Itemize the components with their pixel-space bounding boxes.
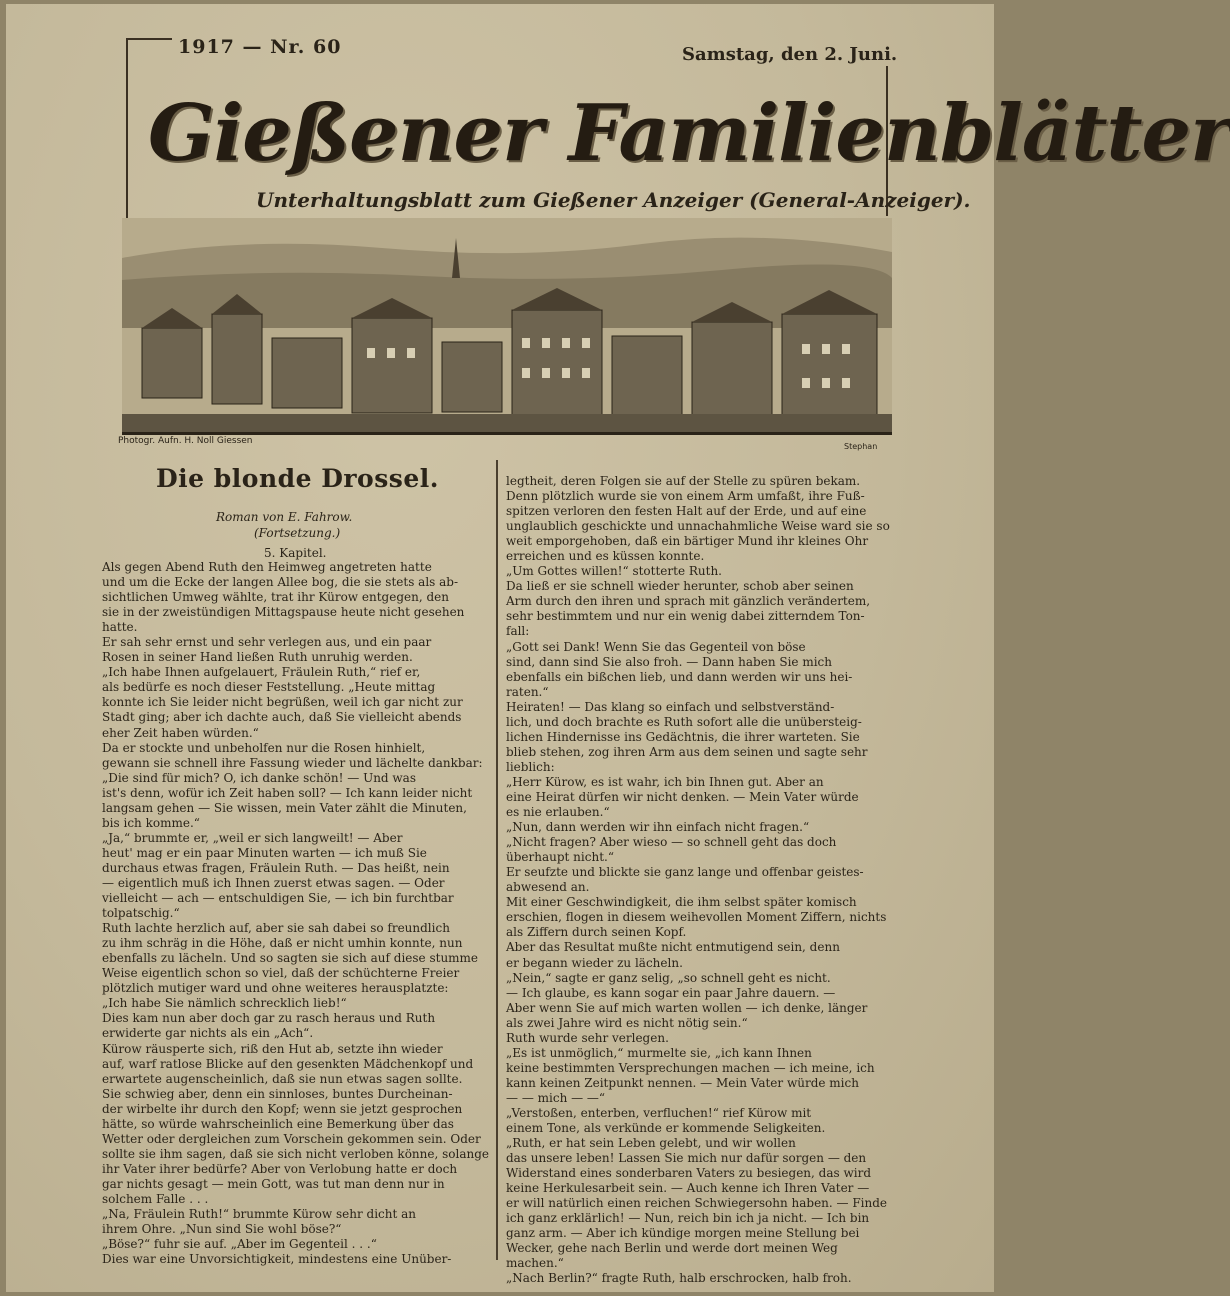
- text-line: Stadt ging; aber ich dachte auch, daß Sie vielleicht abends: [102, 710, 462, 725]
- text-line: kann keinen Zeitpunkt nennen. — Mein Vater würde mich: [506, 1075, 859, 1090]
- text-line: und um die Ecke der langen Allee bog, die sie stets als ab-: [102, 575, 459, 590]
- text-line: lieblich:: [506, 759, 555, 774]
- text-line: plötzlich mutiger ward und ohne weiteres herausplatzte:: [102, 981, 449, 996]
- text-line: Denn plötzlich wurde sie von einem Arm umfaßt, ihre Fuß-: [506, 489, 865, 504]
- text-line: Wetter oder dergleichen zum Vorschein gekommen sein. Oder: [102, 1131, 481, 1146]
- illustration-credit: Photogr. Aufn. H. Noll Giessen: [118, 436, 253, 446]
- text-line: „Verstoßen, enterben, verfluchen!“ rief Kürow mit: [506, 1105, 812, 1120]
- text-line: solchem Falle . . .: [102, 1191, 209, 1206]
- column-divider: [496, 460, 498, 1260]
- text-line: Dies kam nun aber doch gar zu rasch heraus und Ruth: [102, 1011, 436, 1026]
- text-line: auf, warf ratlose Blicke auf den gesenkten Mädchenkopf und: [102, 1056, 474, 1071]
- text-line: lich, und doch brachte es Ruth sofort alle die unübersteig-: [506, 714, 862, 729]
- text-line: keine bestimmten Versprechungen machen — ich meine, ich: [506, 1060, 875, 1075]
- text-line: „Nein,“ sagte er ganz selig, „so schnell geht es nicht.: [506, 970, 831, 985]
- text-line: ihr Vater ihrer bedürfe? Aber von Verlobung hatte er doch: [102, 1161, 458, 1176]
- text-line: „Es ist unmöglich,“ murmelte sie, „ich kann Ihnen: [506, 1045, 812, 1060]
- text-line: als zwei Jahre wird es nicht nötig sein.“: [506, 1015, 748, 1030]
- text-line: Widerstand eines sonderbaren Vaters zu besiegen, das wird: [506, 1166, 872, 1181]
- text-line: hätte, so würde wahrscheinlich eine Bemerkung über das: [102, 1116, 454, 1131]
- text-line: erschien, flogen in diesem weihevollen Moment Ziffern, nichts: [506, 910, 887, 925]
- masthead-subtitle: Unterhaltungsblatt zum Gießener Anzeiger (General-Anzeiger).: [256, 188, 971, 212]
- text-line: sichtlichen Umweg wählte, trat ihr Kürow entgegen, den: [102, 590, 449, 605]
- text-line: Aber das Resultat mußte nicht entmutigend sein, denn: [506, 940, 840, 955]
- text-line: Heiraten! — Das klang so einfach und selbstverständ-: [506, 699, 835, 714]
- text-line: eher Zeit haben würden.“: [102, 725, 259, 740]
- text-line: ist's denn, wofür ich Zeit haben soll? — Ich kann leider nicht: [102, 785, 473, 800]
- text-line: vielleicht — ach — entschuldigen Sie, — ich bin furchtbar: [102, 891, 454, 906]
- text-line: Ruth wurde sehr verlegen.: [506, 1030, 669, 1045]
- text-line: Ruth lachte herzlich auf, aber sie sah dabei so freundlich: [102, 921, 450, 936]
- text-line: „Herr Kürow, es ist wahr, ich bin Ihnen gut. Aber an: [506, 774, 824, 789]
- text-line: machen.“: [506, 1256, 564, 1271]
- text-line: Als gegen Abend Ruth den Heimweg angetreten hatte: [102, 560, 432, 574]
- text-line: Da ließ er sie schnell wieder herunter, schob aber seinen: [506, 579, 854, 594]
- illustration-signature: Stephan: [844, 442, 878, 451]
- text-line: blieb stehen, zog ihren Arm aus dem seinen und sagte sehr: [506, 744, 868, 759]
- text-line: „Ich habe Sie nämlich schrecklich lieb!“: [102, 996, 347, 1011]
- text-line: Wecker, gehe nach Berlin und werde dort meinen Weg: [506, 1241, 838, 1256]
- text-line: konnte ich Sie leider nicht begrüßen, weil ich gar nicht zur: [102, 695, 463, 710]
- text-line: — — mich — —“: [506, 1090, 606, 1105]
- text-line: lichen Hindernisse ins Gedächtnis, die ihrer warteten. Sie: [506, 729, 860, 744]
- city-panorama-illustration: [122, 218, 892, 435]
- text-line: Kürow räusperte sich, riß den Hut ab, setzte ihn wieder: [102, 1041, 443, 1056]
- text-line: einem Tone, als verkünde er kommende Seligkeiten.: [506, 1121, 826, 1136]
- text-line: erwiderte gar nichts als ein „Ach“.: [102, 1026, 314, 1041]
- text-line: abwesend an.: [506, 880, 590, 895]
- text-line: ihrem Ohre. „Nun sind Sie wohl böse?“: [102, 1222, 342, 1237]
- text-line: sind, dann sind Sie also froh. — Dann haben Sie mich: [506, 654, 832, 669]
- right-column-text: [506, 474, 890, 1287]
- text-line: unglaublich geschickte und unnachahmliche Weise ward sie so: [506, 519, 890, 534]
- chapter-heading: 5. Kapitel.: [264, 546, 327, 560]
- text-line: fall:: [506, 624, 530, 639]
- text-line: erwartete augenscheinlich, daß sie nun etwas sagen sollte.: [102, 1071, 463, 1086]
- article-continuation: (Fortsetzung.): [254, 526, 341, 540]
- text-line: sie in der zweistündigen Mittagspause heute nicht gesehen: [102, 605, 465, 620]
- text-line: erreichen und es küssen konnte.: [506, 549, 705, 564]
- text-line: Aber wenn Sie auf mich warten wollen — ich denke, länger: [506, 1000, 868, 1015]
- text-line: Rosen in seiner Hand ließen Ruth unruhig werden.: [102, 650, 413, 665]
- issue-date: Samstag, den 2. Juni.: [682, 44, 898, 65]
- text-line: Er seufzte und blickte sie ganz lange und offenbar geistes-: [506, 865, 864, 880]
- text-line: „Um Gottes willen!“ stotterte Ruth.: [506, 564, 722, 579]
- text-line: tolpatschig.“: [102, 906, 180, 921]
- text-line: er will natürlich einen reichen Schwiegersohn haben. — Finde: [506, 1196, 888, 1211]
- text-line: das unsere leben! Lassen Sie mich nur dafür sorgen — den: [506, 1151, 867, 1166]
- text-line: spitzen verloren den festen Halt auf der Erde, und auf eine: [506, 504, 867, 519]
- masthead-frame-top: [126, 38, 172, 40]
- text-line: als bedürfe es noch dieser Feststellung. „Heute mittag: [102, 680, 436, 695]
- article-byline: Roman von E. Fahrow.: [216, 510, 353, 524]
- text-line: keine Herkulesarbeit sein. — Auch kenne ich Ihren Vater —: [506, 1181, 870, 1196]
- text-line: „Ja,“ brummte er, „weil er sich langweilt! — Aber: [102, 830, 403, 845]
- text-line: „Na, Fräulein Ruth!“ brummte Kürow sehr dicht an: [102, 1207, 416, 1222]
- text-line: „Böse?“ fuhr sie auf. „Aber im Gegenteil . . .“: [102, 1237, 377, 1252]
- newspaper-page: [6, 4, 1230, 1292]
- text-line: als Ziffern durch seinen Kopf.: [506, 925, 687, 940]
- text-line: eine Heirat dürfen wir nicht denken. — Mein Vater würde: [506, 789, 859, 804]
- text-line: Sie schwieg aber, denn ein sinnloses, buntes Durcheinan-: [102, 1086, 453, 1101]
- text-line: raten.“: [506, 684, 549, 699]
- text-line: zu ihm schräg in die Höhe, daß er nicht umhin konnte, nun: [102, 936, 463, 951]
- article-title: Die blonde Drossel.: [156, 464, 439, 493]
- text-line: überhaupt nicht.“: [506, 850, 614, 865]
- text-line: heut' mag er ein paar Minuten warten — ich muß Sie: [102, 845, 427, 860]
- issue-number: 1917 — Nr. 60: [178, 36, 342, 58]
- text-line: „Nach Berlin?“ fragte Ruth, halb erschrocken, halb froh.: [506, 1271, 852, 1286]
- text-line: Mit einer Geschwindigkeit, die ihm selbst später komisch: [506, 895, 857, 910]
- text-line: sollte sie ihm sagen, daß sie sich nicht verloben könne, solange: [102, 1146, 489, 1161]
- text-line: durchaus etwas fragen, Fräulein Ruth. — Das heißt, nein: [102, 860, 450, 875]
- text-line: Dies war eine Unvorsichtigkeit, mindestens eine Unüber-: [102, 1252, 452, 1267]
- text-line: „Ich habe Ihnen aufgelauert, Fräulein Ruth,“ rief er,: [102, 665, 421, 680]
- text-line: Da er stockte und unbeholfen nur die Rosen hinhielt,: [102, 740, 426, 755]
- text-line: ich ganz erklärlich! — Nun, reich bin ich ja nicht. — Ich bin: [506, 1211, 870, 1226]
- text-line: Weise eigentlich schon so viel, daß der schüchterne Freier: [102, 966, 460, 981]
- text-line: „Die sind für mich? O, ich danke schön! — Und was: [102, 770, 416, 785]
- text-line: er begann wieder zu lächeln.: [506, 955, 683, 970]
- masthead-title: Gießener Familienblätter: [148, 88, 1230, 179]
- text-line: — Ich glaube, es kann sogar ein paar Jahre dauern. —: [506, 985, 836, 1000]
- text-line: legtheit, deren Folgen sie auf der Stelle zu spüren bekam.: [506, 474, 861, 488]
- text-line: der wirbelte ihr durch den Kopf; wenn sie jetzt gesprochen: [102, 1101, 463, 1116]
- text-line: bis ich komme.“: [102, 815, 200, 830]
- text-line: „Nicht fragen? Aber wieso — so schnell geht das doch: [506, 835, 837, 850]
- text-line: „Nun, dann werden wir ihn einfach nicht fragen.“: [506, 820, 810, 835]
- left-column-text: [102, 560, 489, 1267]
- text-line: Er sah sehr ernst und sehr verlegen aus, und ein paar: [102, 635, 432, 650]
- text-line: ebenfalls ein bißchen lieb, und dann werden wir uns hei-: [506, 669, 853, 684]
- text-line: — eigentlich muß ich Ihnen zuerst etwas sagen. — Oder: [102, 875, 445, 890]
- text-line: es nie erlauben.“: [506, 805, 610, 820]
- masthead-frame-left: [126, 38, 128, 218]
- text-line: gar nichts gesagt — mein Gott, was tut man denn nur in: [102, 1176, 445, 1191]
- text-line: gewann sie schnell ihre Fassung wieder und lächelte dankbar:: [102, 755, 483, 770]
- text-line: langsam gehen — Sie wissen, mein Vater zählt die Minuten,: [102, 800, 467, 815]
- text-line: ebenfalls zu lächeln. Und so sagten sie sich auf diese stumme: [102, 951, 479, 966]
- text-line: weit emporgehoben, daß ein bärtiger Mund ihr kleines Ohr: [506, 534, 869, 549]
- text-line: Arm durch den ihren und sprach mit gänzlich verändertem,: [506, 594, 871, 609]
- text-line: hatte.: [102, 620, 138, 635]
- text-line: ganz arm. — Aber ich kündige morgen meine Stellung bei: [506, 1226, 860, 1241]
- text-line: sehr bestimmtem und nur ein wenig dabei zitterndem Ton-: [506, 609, 865, 624]
- text-line: „Gott sei Dank! Wenn Sie das Gegenteil von böse: [506, 639, 806, 654]
- text-line: „Ruth, er hat sein Leben gelebt, und wir wollen: [506, 1136, 796, 1151]
